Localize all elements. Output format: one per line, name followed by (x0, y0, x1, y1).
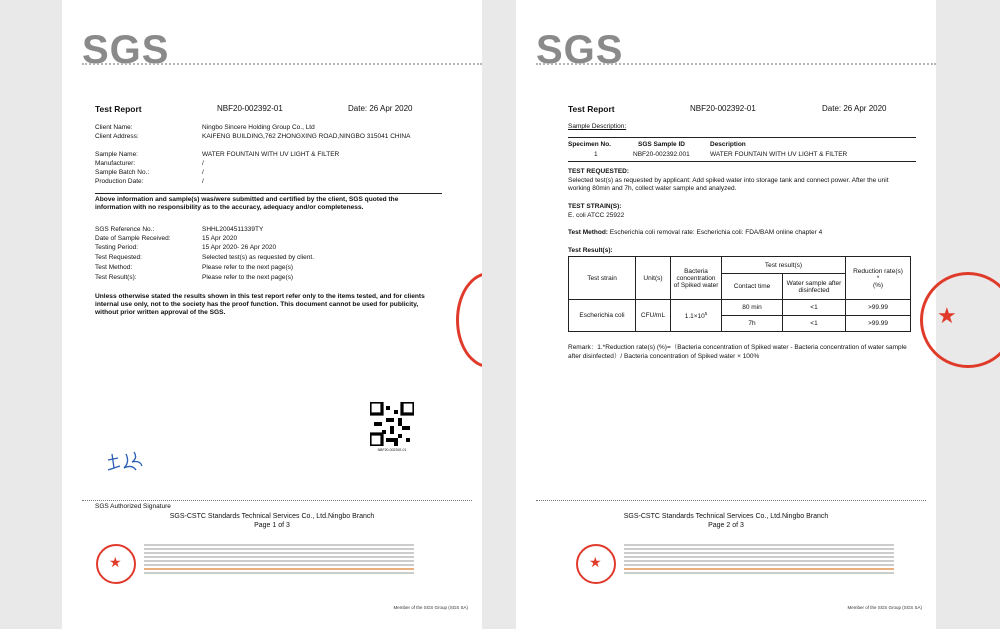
client-name-row: Client Name: Ningbo Sincere Holding Group Co., Ltd (95, 124, 315, 131)
cell-rate-1: >99.99 (846, 300, 911, 316)
header-bacteria: Bacteria concentration of Spiked water (671, 257, 722, 300)
cell-unit: CFU/mL (636, 300, 671, 332)
divider (536, 63, 936, 65)
terms-fine-print (624, 543, 894, 583)
manufacturer-row: Manufacturer: / (95, 160, 204, 167)
cell-after-2: <1 (783, 316, 846, 332)
test-method-row: Test Method: Escherichia coli removal rate: Escherichia coli: FDA/BAM online chapter 4 (568, 229, 823, 236)
signature-icon (106, 448, 156, 476)
report-page-1 (62, 0, 482, 629)
cnas-seal-icon: ★ (576, 544, 616, 584)
qr-code-icon (370, 402, 414, 446)
specimen-no: 1 (594, 151, 598, 158)
sgs-logo: SGS (82, 28, 170, 72)
cell-bacteria: $1.1\times 10^5$ (671, 300, 722, 332)
cnas-seal-icon: ★ (96, 544, 136, 584)
page-number: Page 2 of 3 (708, 522, 744, 529)
cell-time-2: 7h (722, 316, 783, 332)
header-contact-time: Contact time (722, 274, 783, 300)
terms-fine-print (144, 543, 414, 583)
divider (568, 161, 916, 162)
divider (95, 193, 442, 194)
statement: Above information and sample(s) was/were submitted and certified by the client, SGS quoted the information with no responsibility as to the accuracy, adequacy and/or completeness. (95, 196, 399, 211)
test-method-row: Test Method: Please refer to the next page(s) (95, 264, 294, 271)
divider (82, 63, 482, 65)
report-date: Date: 26 Apr 2020 (822, 104, 887, 113)
report-date: Date: 26 Apr 2020 (348, 104, 413, 113)
cell-time-1: 80 min (722, 300, 783, 316)
signature-line (536, 500, 926, 501)
member-text: Member of the SGS Group (SGS SA) (393, 605, 468, 610)
header-reduction: Reduction rate(s) * (%) (846, 257, 911, 300)
sgs-sample-id: NBF20-002392.001 (633, 151, 690, 158)
header-after-disinfected: Water sample after disinfected (783, 274, 846, 300)
description-header: Description (710, 141, 746, 148)
sgs-sample-id-header: SGS Sample ID (638, 141, 685, 148)
report-number: NBF20-002392-01 (690, 104, 756, 113)
remark: Remark：1.*Reduction rate(s) (%)=（Bacteria concentration of Spiked water - Bacteria concentration of water sample after disinfected）/ Bacteria concentration of Spiked water × 100% (568, 344, 907, 360)
cell-rate-2: >99.99 (846, 316, 911, 332)
test-results-label: Test Result(s): (568, 247, 613, 254)
test-strains-label: TEST STRAIN(S): (568, 203, 622, 210)
qr-caption: NBF20-002392-01 (377, 448, 407, 452)
report-page-2 (516, 0, 936, 629)
description: WATER FOUNTAIN WITH UV LIGHT & FILTER (710, 151, 848, 158)
testing-period-row: Testing Period: 15 Apr 2020- 26 Apr 2020 (95, 244, 277, 251)
branch-name: SGS-CSTC Standards Technical Services Co., Ltd.Ningbo Branch (623, 513, 829, 520)
page-number: Page 1 of 3 (254, 522, 290, 529)
report-title: Test Report (95, 104, 142, 114)
disclaimer: Unless otherwise stated the results shown in this test report refer only to the items tested, and for clients internal use only, not to the society has the proof function. This document cannot be used for publicity, without prior written approval of the SGS. (95, 293, 425, 316)
test-results-row: Test Result(s): Please refer to the next page(s) (95, 274, 294, 281)
divider (568, 137, 916, 138)
results-table (568, 256, 911, 332)
test-requested-row: Test Requested: Selected test(s) as requested by client. (95, 254, 315, 261)
client-address-row: Client Address: KAIFENG BUILDING,762 ZHONGXING ROAD,NINGBO 315041 CHINA (95, 133, 411, 140)
sample-description-label: Sample Description: (568, 123, 627, 130)
header-test-strain: Test strain (569, 257, 636, 300)
member-text: Member of the SGS Group (SGS SA) (847, 605, 922, 610)
cell-strain: Escherichia coli (569, 300, 636, 332)
signature-line (82, 500, 472, 501)
batch-row: Sample Batch No.: / (95, 169, 204, 176)
report-title: Test Report (568, 104, 615, 114)
production-date-row: Production Date: / (95, 178, 204, 185)
specimen-no-header: Specimen No. (568, 141, 611, 148)
sample-name-row: Sample Name: WATER FOUNTAIN WITH UV LIGHT & FILTER (95, 151, 340, 158)
sgs-logo: SGS (536, 28, 624, 72)
test-strains: E. coli ATCC 25922 (568, 212, 625, 219)
red-stamp-icon: ★ (920, 272, 1000, 368)
test-requested-label: TEST REQUESTED: (568, 168, 630, 175)
red-stamp-icon (456, 272, 482, 368)
signature-label: SGS Authorized Signature (95, 503, 171, 510)
header-test-results: Test result(s) (722, 257, 846, 274)
header-units: Unit(s) (636, 257, 671, 300)
branch-name: SGS-CSTC Standards Technical Services Co., Ltd.Ningbo Branch (169, 513, 375, 520)
cell-after-1: <1 (783, 300, 846, 316)
test-requested-text: Selected test(s) as requested by applicant: Add spiked water into storage tank and connect power. After the unit working 80min and 7h, collect water sample and analyzed. (568, 177, 889, 192)
date-received-row: Date of Sample Received: 15 Apr 2020 (95, 235, 238, 242)
sgs-reference-row: SGS Reference No.: SHHL2004511339TY (95, 226, 264, 233)
report-number: NBF20-002392-01 (217, 104, 283, 113)
